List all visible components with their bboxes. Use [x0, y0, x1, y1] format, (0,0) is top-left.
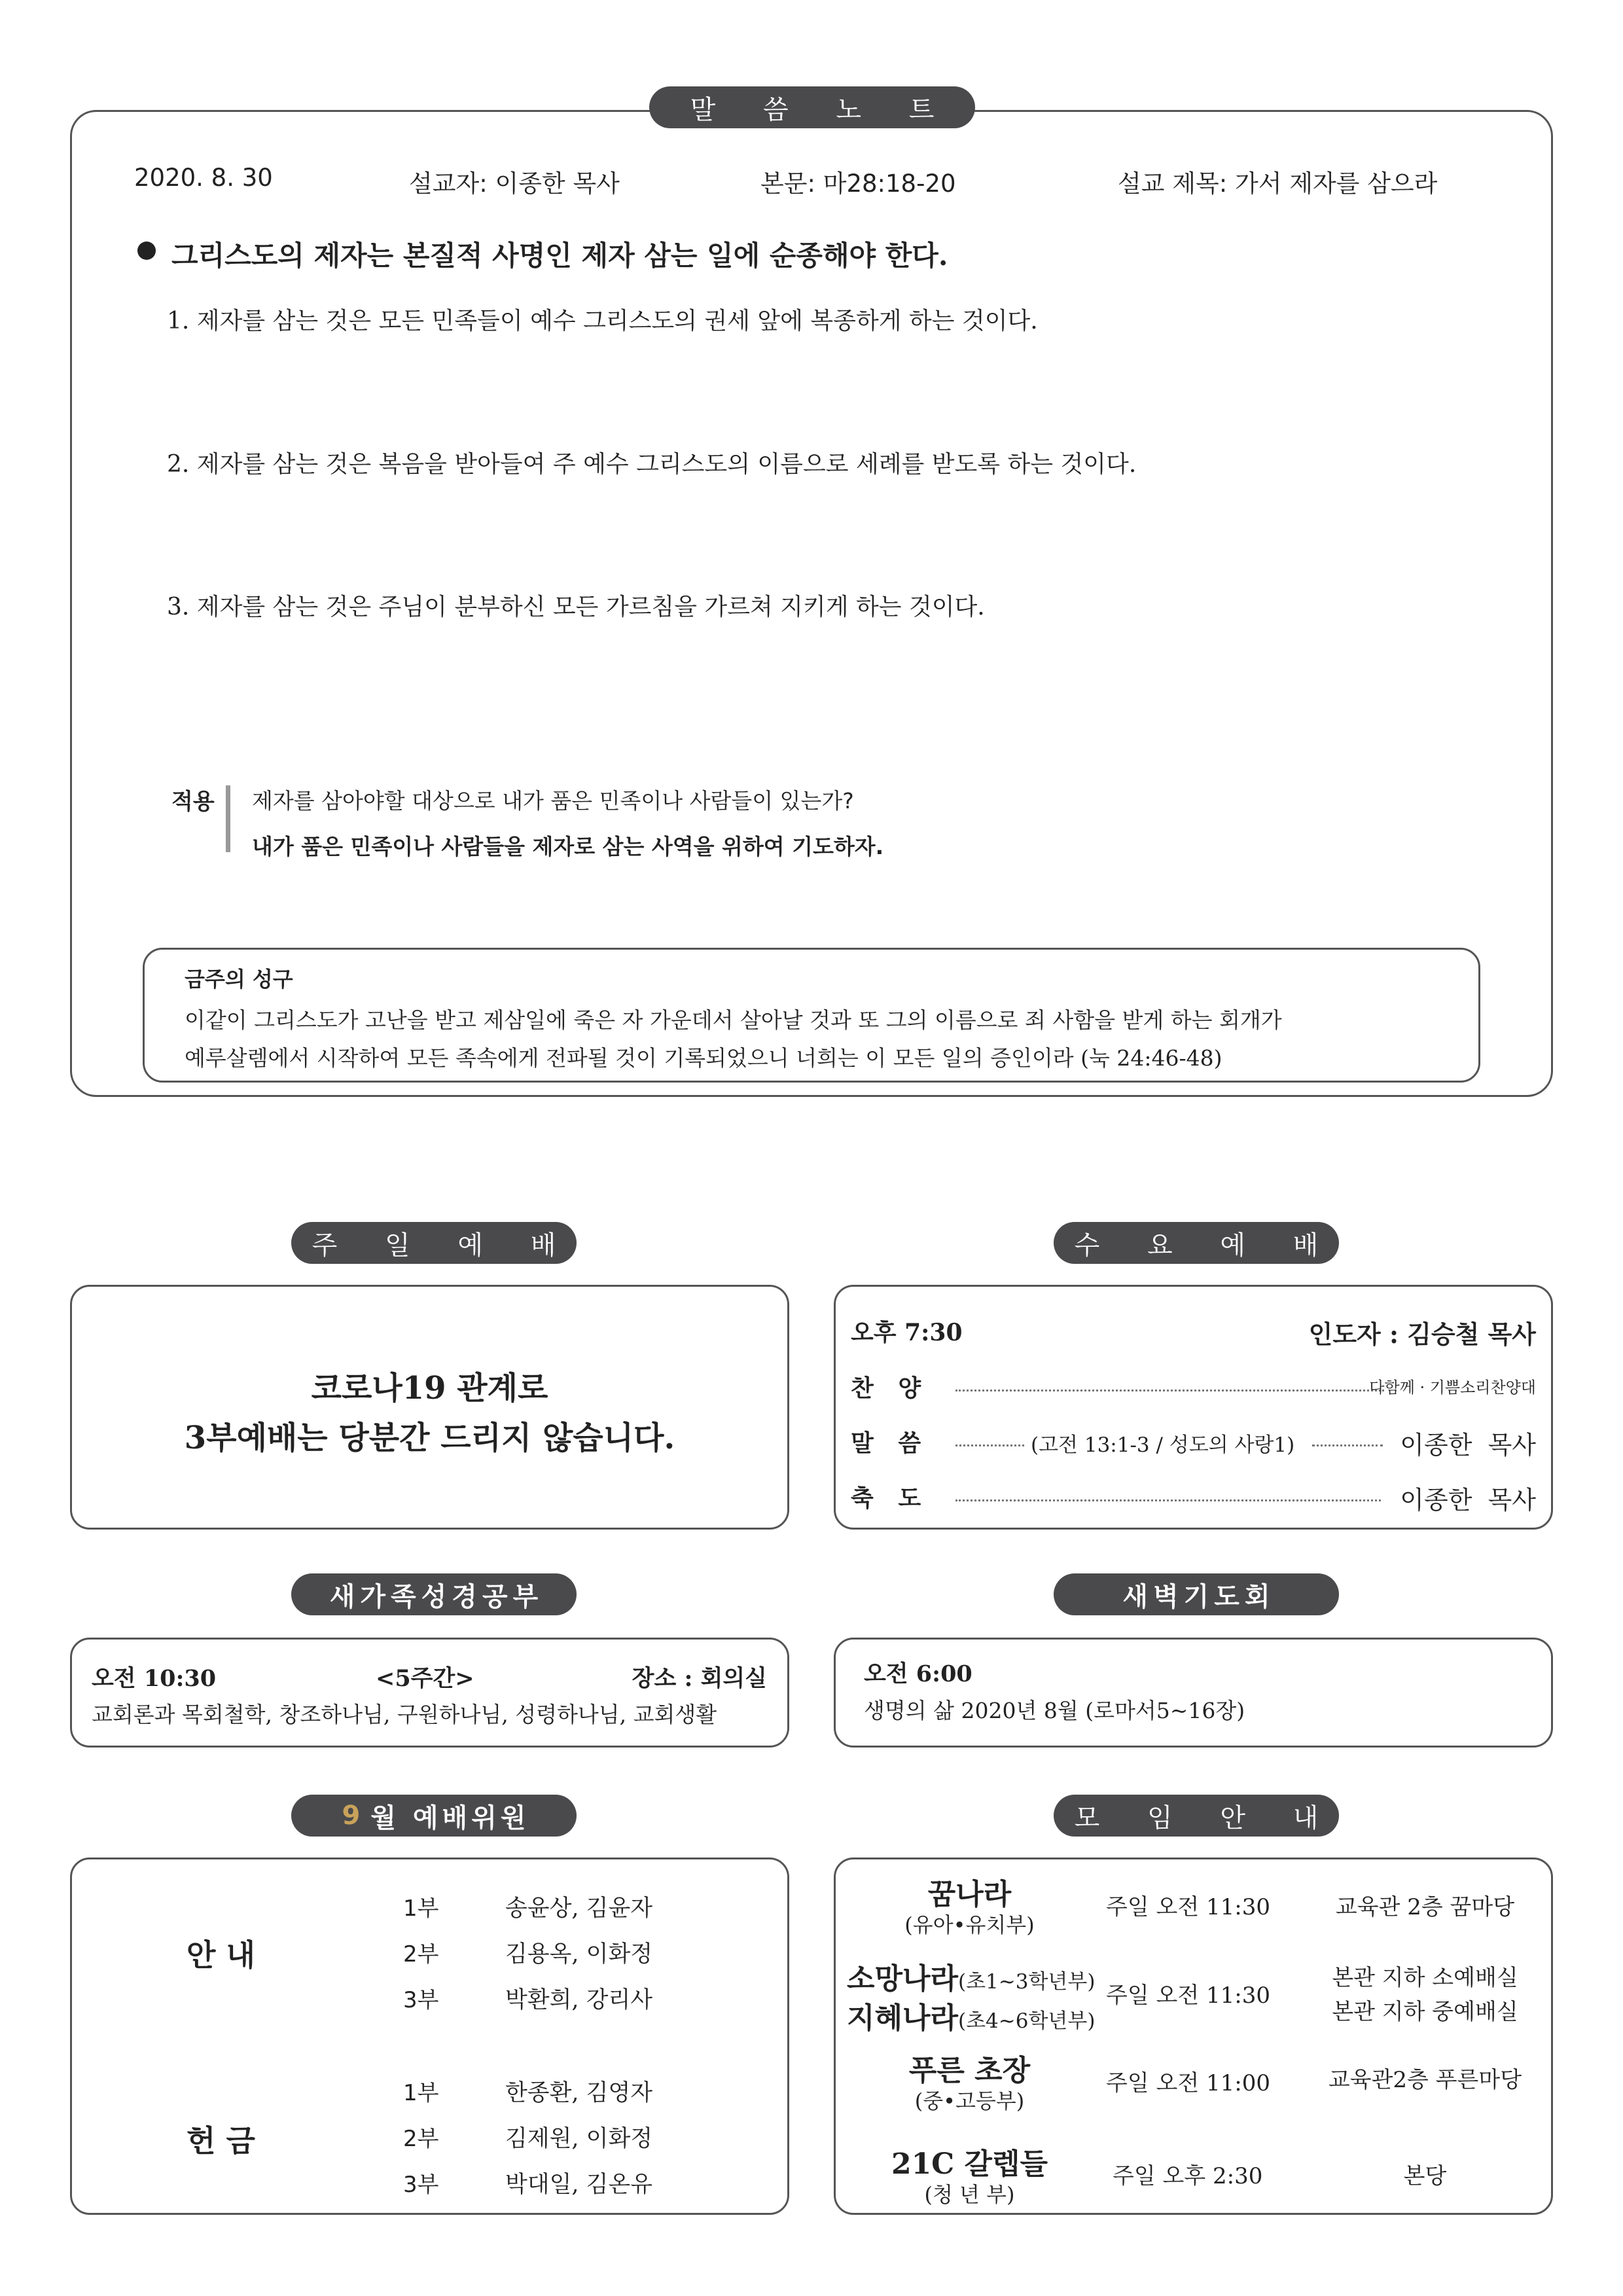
family-bible-study-title: 새가족성경공부	[291, 1573, 577, 1615]
wednesday-leader: 인도자 : 김승철 목사	[1308, 1319, 1536, 1349]
meeting-name-pureun: 푸른 초장	[908, 2054, 1031, 2087]
meetings-title: 모 임 안 내	[1054, 1795, 1339, 1837]
meeting-name-kkumnara: 꿈나라	[927, 1878, 1012, 1911]
wednesday-row-label-hymn: 찬 양	[851, 1374, 921, 1402]
usher-names-2: 김용옥, 이화정	[505, 1941, 653, 1967]
jihyenara-grade: (초4~6학년부)	[958, 2009, 1096, 2033]
application-line-1: 제자를 삼아야할 대상으로 내가 품은 민족이나 사람들이 있는가?	[252, 788, 854, 814]
meeting-place-caleb: 본당	[1403, 2163, 1447, 2189]
sunday-worship-title: 주 일 예 배	[291, 1222, 577, 1264]
meeting-sub-kkumnara: (유아•유치부)	[904, 1912, 1035, 1937]
usher-part-1: 1부	[403, 1895, 439, 1922]
meeting-time-kkumnara: 주일 오전 11:30	[1106, 1894, 1270, 1920]
weekly-verse-line-1: 이같이 그리스도가 고난을 받고 제삼일에 죽은 자 가운데서 살아날 것과 또 그의 이름으로 죄 사함을 받게 하는 회개가	[185, 1007, 1282, 1033]
weekly-verse-line-2: 예루살렘에서 시작하여 모든 족속에게 전파될 것이 기록되었으니 너희는 이 모든 일의 증인이라 (눅 24:46-48)	[185, 1045, 1222, 1071]
sermon-preacher: 설교자: 이종한 목사	[409, 170, 620, 198]
application-divider	[226, 785, 230, 852]
wednesday-row-middle-sermon: (고전 13:1-3 / 성도의 사랑1)	[1031, 1433, 1295, 1457]
usher-names-1: 송윤상, 김윤자	[505, 1895, 653, 1922]
wednesday-row-dots-sermon-a	[955, 1444, 1024, 1446]
offering-names-1: 한종환, 김영자	[505, 2080, 653, 2106]
meeting-name-caleb: 21C 갈렙들	[891, 2147, 1048, 2181]
wednesday-row-label-sermon: 말 씀	[851, 1429, 921, 1457]
meeting-place-kkumnara: 교육관 2층 꿈마당	[1335, 1894, 1515, 1920]
bullet-icon	[137, 242, 156, 260]
family-study-duration: <5주간>	[376, 1665, 474, 1692]
wednesday-worship-title: 수 요 예 배	[1054, 1222, 1339, 1264]
sunday-worship-line-2: 3부예배는 당분간 드리지 않습니다.	[184, 1420, 675, 1456]
wednesday-row-right-sermon: 이종한 목사	[1400, 1431, 1536, 1460]
sermon-title: 설교 제목: 가서 제자를 삼으라	[1118, 170, 1438, 198]
wednesday-row-label-benediction: 축 도	[851, 1484, 921, 1512]
september-committee-title	[291, 1795, 577, 1837]
offering-names-3: 박대일, 김온유	[505, 2172, 653, 2198]
meeting-name-jihyenara	[847, 1994, 1095, 2036]
usher-part-2: 2부	[403, 1941, 439, 1967]
application-line-2: 내가 품은 민족이나 사람들을 제자로 삼는 사역을 위하여 기도하자.	[252, 834, 884, 859]
wednesday-row-dots-benediction	[955, 1499, 1381, 1501]
wednesday-row-right-benediction: 이종한 목사	[1400, 1486, 1536, 1515]
offering-part-2: 2부	[403, 2126, 439, 2152]
committee-group-offering: 헌 금	[187, 2123, 255, 2159]
dawn-prayer-title: 새벽기도회	[1054, 1573, 1339, 1615]
somangnara-label: 소망나라	[847, 1962, 959, 1996]
dawn-prayer-text: 생명의 삶 2020년 8월 (로마서5~16장)	[864, 1698, 1245, 1723]
usher-names-3: 박환희, 강리사	[505, 1987, 653, 2013]
meeting-time-somangnara: 주일 오전 11:30	[1106, 1982, 1270, 2009]
wednesday-row-right-hymn: 다함께 · 기쁨소리찬양대	[1369, 1378, 1536, 1397]
point-3: 3. 제자를 삼는 것은 주님이 분부하신 모든 가르침을 가르쳐 지키게 하는 것이다.	[167, 594, 985, 620]
somangnara-grade: (초1~3학년부)	[958, 1970, 1096, 1994]
meeting-sub-pureun: (중•고등부)	[914, 2089, 1025, 2113]
committee-group-usher: 안 내	[187, 1937, 255, 1973]
sunday-worship-line-1: 코로나19 관계로	[311, 1370, 548, 1407]
usher-part-3: 3부	[403, 1987, 439, 2013]
wednesday-row-dots-sermon-b	[1312, 1444, 1383, 1446]
sermon-text: 본문: 마28:18-20	[760, 170, 956, 198]
dawn-prayer-time: 오전 6:00	[864, 1660, 972, 1687]
meeting-place-pureun: 교육관2층 푸른마당	[1328, 2067, 1522, 2093]
wednesday-time: 오후 7:30	[851, 1319, 963, 1346]
sermon-note-title: 말 씀 노 트	[649, 86, 975, 128]
weekly-verse-title: 금주의 성구	[185, 967, 293, 992]
point-2: 2. 제자를 삼는 것은 복음을 받아들여 주 예수 그리스도의 이름으로 세례를 받도록 하는 것이다.	[167, 451, 1137, 478]
sermon-date: 2020. 8. 30	[134, 164, 273, 192]
offering-names-2: 김제원, 이화정	[505, 2126, 653, 2152]
offering-part-3: 3부	[403, 2172, 439, 2198]
application-label: 적용	[171, 789, 215, 815]
jihyenara-label: 지혜나라	[847, 2001, 959, 2035]
dawn-prayer-box	[834, 1638, 1553, 1748]
point-1: 1. 제자를 삼는 것은 모든 민족들이 예수 그리스도의 권세 앞에 복종하게 하는 것이다.	[167, 308, 1038, 334]
family-study-place: 장소 : 회의실	[632, 1665, 767, 1692]
meeting-sub-caleb: (청 년 부)	[924, 2182, 1015, 2207]
main-point: 그리스도의 제자는 본질적 사명인 제자 삼는 일에 순종해야 한다.	[171, 240, 948, 272]
meeting-time-pureun: 주일 오전 11:00	[1106, 2070, 1270, 2096]
meeting-time-caleb: 주일 오후 2:30	[1113, 2163, 1263, 2189]
meeting-place-somangnara: 본관 지하 소예배실	[1332, 1965, 1518, 1991]
september-committee-label: 월 예배위원	[370, 1803, 530, 1833]
wednesday-row-dots-hymn	[955, 1390, 1384, 1391]
meeting-name-somangnara	[847, 1955, 1095, 1997]
family-study-topics: 교회론과 목회철학, 창조하나님, 구원하나님, 성령하나님, 교회생활	[92, 1702, 717, 1727]
offering-part-1: 1부	[403, 2080, 439, 2106]
family-study-time: 오전 10:30	[92, 1665, 217, 1692]
september-committee-month: 9	[342, 1801, 365, 1831]
meeting-place-jihyenara: 본관 지하 중예배실	[1332, 1999, 1518, 2025]
